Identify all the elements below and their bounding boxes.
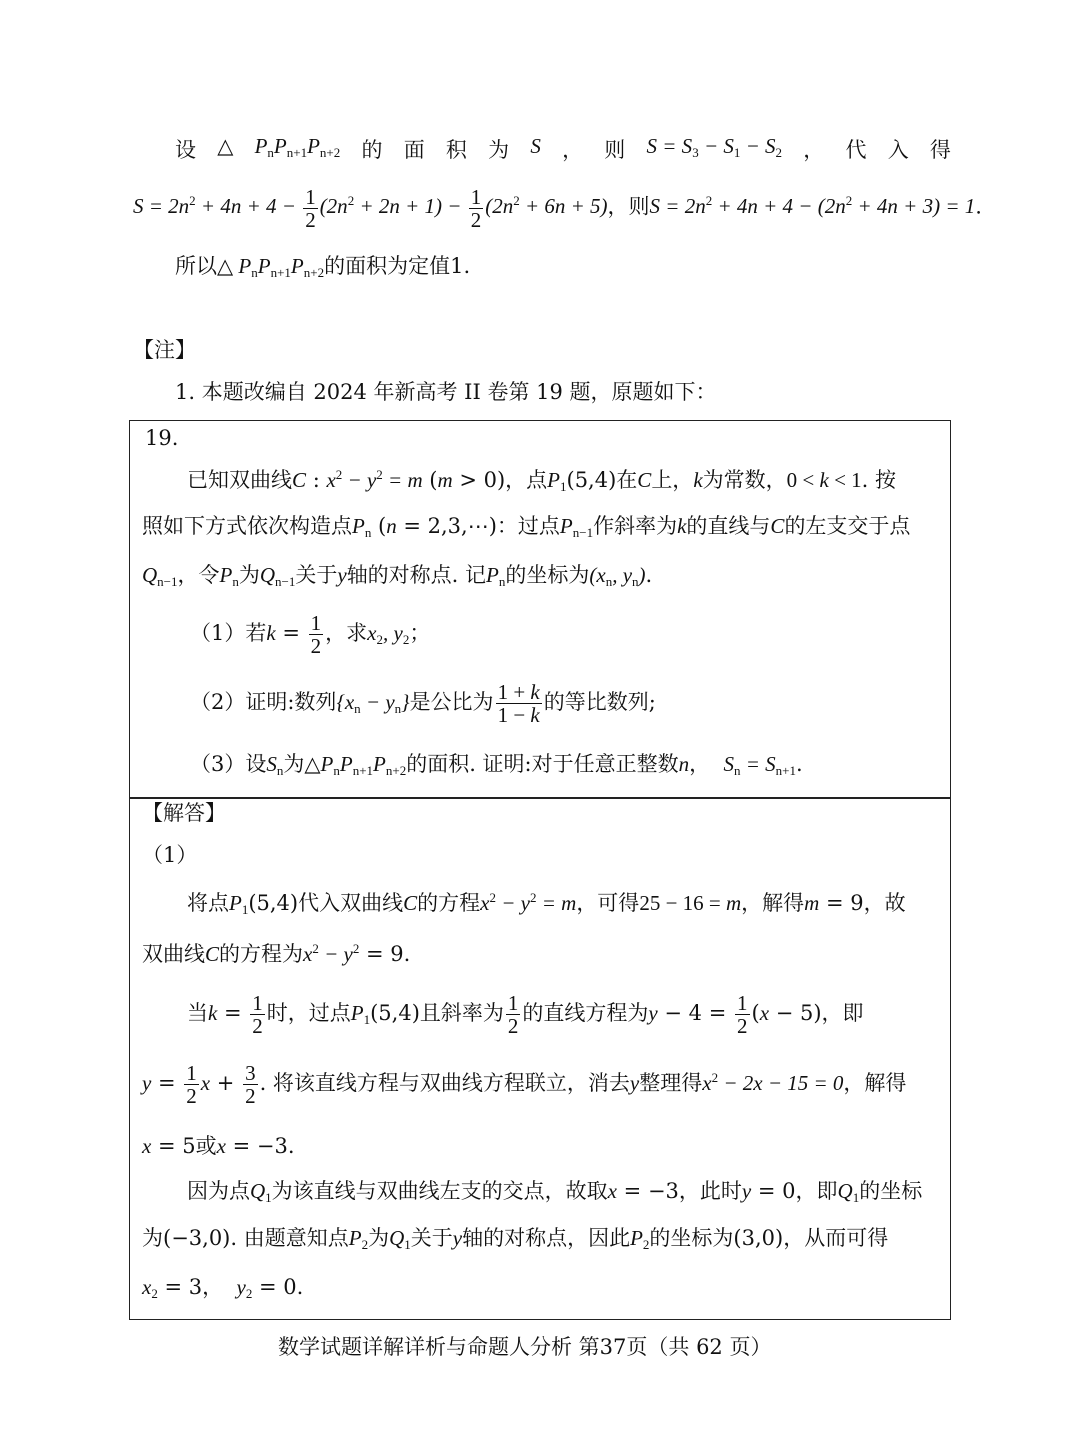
note-heading: 【注】 xyxy=(133,338,196,362)
triangle-vertices: $P_nP_{n+1}P_{n+2}$ xyxy=(254,134,341,160)
math: 25 − 16 = m xyxy=(639,891,742,915)
text: . 将该直线方程与双曲线方程联立，消去 xyxy=(259,1071,630,1096)
math: $Q_{n-1}$ xyxy=(142,563,178,589)
math: $P_nP_{n+1}P_{n+2}$ xyxy=(320,752,407,778)
area-expression: $S = 2n^2 + 4n + 4$ − $\frac{1}{2}$ $(2n^2 + 2n + 1)$ − $\frac{1}{2}$ $(2n^2 + 6n + 5)$ xyxy=(133,185,608,233)
fraction: $\frac{3}{2}$ xyxy=(245,1061,256,1109)
math: $P_1$ xyxy=(350,1001,371,1028)
text: 将点 xyxy=(187,891,229,915)
text: 为 xyxy=(142,1226,163,1250)
text: ，令 xyxy=(177,563,220,587)
text: 在 xyxy=(616,468,638,492)
text: 的方程 xyxy=(417,891,481,915)
math: y xyxy=(337,563,347,587)
text: 设 xyxy=(175,138,196,162)
math: $S_n$ xyxy=(266,752,284,778)
solution-line-4: y = $\frac{1}{2}$ x + $\frac{3}{2}$ . 将该直线方程与双曲线方程联立，消去y整理得$x^2 - 2x - 15 = 0$，解得 xyxy=(142,1061,907,1109)
text: 的方程为 xyxy=(219,942,304,966)
math: $x^2 - y^2 = m$ xyxy=(480,890,577,915)
math: n xyxy=(678,752,690,776)
top-line-2: $S = 2n^2 + 4n + 4$ − $\frac{1}{2}$ $(2n^2 + 2n + 1)$ − $\frac{1}{2}$ $(2n^2 + 6n + 5)$，则$S = 2n^2 + 4n + 4 - (2n^2 + 4n + 3) = 1$. xyxy=(133,185,982,233)
solution-line-6: 因为点$Q_1$为该直线与双曲线左支的交点，故取x = −3，此时y = 0，即$Q_1$的坐标 xyxy=(187,1179,923,1205)
math: $x^2 - y^2$ xyxy=(303,941,360,966)
fraction: $\frac{1 + k}{1 - k}$ xyxy=(497,680,540,728)
math: $x_2$ xyxy=(142,1275,158,1301)
text: 已知双曲线 xyxy=(187,468,292,492)
text: 的 xyxy=(361,138,383,162)
math: k xyxy=(693,468,703,492)
math: x xyxy=(142,1134,152,1158)
text: 因为点 xyxy=(187,1179,250,1203)
math: C xyxy=(292,468,307,492)
text: 且斜率为 xyxy=(419,1001,504,1026)
math: C xyxy=(637,468,652,492)
text: ，从而可得 xyxy=(783,1226,889,1250)
text: . 按 xyxy=(861,468,897,492)
text: ，此时 xyxy=(678,1179,742,1203)
fraction: $\frac{1}{2}$ xyxy=(252,991,263,1039)
text: 的坐标为 xyxy=(649,1226,734,1250)
math: y xyxy=(629,1071,640,1096)
text: 入 xyxy=(887,138,909,162)
solution-line-8: $x_2 = 3$， $y_2 = 0$. xyxy=(142,1275,304,1301)
text: 的左支交于点 xyxy=(784,514,911,538)
text: 轴的对称点，因此 xyxy=(462,1226,631,1250)
math: $P_n$ xyxy=(486,563,506,589)
math: y xyxy=(452,1226,463,1250)
text: 双曲线 xyxy=(142,942,205,966)
math: y xyxy=(142,1071,152,1096)
fraction: $\frac{1}{2}$ xyxy=(186,1061,197,1109)
text: 关于 xyxy=(410,1226,453,1250)
text: 得 xyxy=(929,138,951,162)
text: （3）设 xyxy=(190,752,267,776)
area-result: $S = 2n^2 + 4n + 4 - (2n^2 + 4n + 3) = 1$ xyxy=(649,193,976,219)
text: 为该直线与双曲线左支的交点，故取 xyxy=(271,1179,608,1203)
text: ，解得 xyxy=(843,1071,907,1096)
solution-line-3: 当k = $\frac{1}{2}$ 时，过点$P_1(5,4)$且斜率为 $\frac{1}{2}$ 的直线方程为y − 4 = $\frac{1}{2}$ (x − 5)，即 xyxy=(187,991,864,1039)
math: y xyxy=(741,1179,752,1203)
text: ， xyxy=(689,752,711,776)
text: ：过点 xyxy=(496,514,560,538)
math: ($x_n$, $y_n$) xyxy=(589,563,646,589)
fraction: $\frac{1}{2}$ xyxy=(737,991,748,1039)
text: 的直线方程为 xyxy=(522,1001,649,1026)
math: x xyxy=(216,1134,226,1158)
text: 是公比为 xyxy=(409,690,494,715)
math: $P_{n-1}$ xyxy=(559,514,594,540)
text: ，点 xyxy=(505,468,548,492)
text: . 由题意知点 xyxy=(230,1226,349,1250)
fraction: $\frac{1}{2}$ xyxy=(507,991,519,1039)
math: $\{x_n - y_n\}$ xyxy=(336,690,410,717)
problem-line-3: $Q_{n-1}$，令$P_n$为$Q_{n-1}$关于y轴的对称点. 记$P_n$的坐标为($x_n$, $y_n$). xyxy=(142,563,653,589)
page-footer: 数学试题详解详析与命题人分析 第37页（共 62 页） xyxy=(278,1335,772,1359)
math: y xyxy=(648,1001,658,1026)
text: ，求 xyxy=(325,621,368,646)
problem-line-2: 照如下方式依次构造点$P_n$ (n = 2,3,⋯)：过点$P_{n-1}$作斜率为k的直线与C的左支交于点 xyxy=(142,514,911,540)
text: 时，过点 xyxy=(266,1001,351,1026)
math: k xyxy=(266,621,276,646)
math: x xyxy=(607,1179,617,1203)
note-item-1: 1. 本题改编自 2024 年新高考 II 卷第 19 题，原题如下： xyxy=(175,380,717,404)
text: ，则 xyxy=(607,194,650,219)
text: 整理得 xyxy=(639,1071,703,1096)
solution-line-5: x = 5或x = −3. xyxy=(142,1134,295,1158)
solution-line-1: 将点$P_1(5,4)$代入双曲线C的方程$x^2 - y^2 = m$，可得25 − 16 = m，解得m = 9，故 xyxy=(187,890,906,917)
math: m xyxy=(804,891,820,915)
question-2 xyxy=(190,681,656,726)
text: 关于 xyxy=(295,563,338,587)
text: 为 xyxy=(238,563,260,587)
math: $Q_1$ xyxy=(250,1179,272,1205)
text: 为△ xyxy=(283,752,321,776)
math: n xyxy=(386,514,397,538)
text: 为 xyxy=(488,138,510,162)
text: ，故 xyxy=(863,891,906,915)
text: 积 xyxy=(445,138,467,162)
solution-line-2: 双曲线C的方程为$x^2 - y^2 = 9$. xyxy=(142,941,411,966)
triangle-vertices: $P_nP_{n+1}P_{n+2}$ xyxy=(233,254,325,280)
math: $x^2 - 2x - 15 = 0$ xyxy=(702,1070,844,1096)
math: $S_n = S_{n+1}$ xyxy=(723,752,797,778)
fraction: $\frac{1}{2}$ xyxy=(310,611,322,659)
math: $P_n$ xyxy=(219,563,239,589)
solution-part: （1） xyxy=(142,843,198,867)
math: $Q_1$ xyxy=(837,1179,860,1205)
math: $x_2$, $y_2$ xyxy=(367,621,410,648)
math: C xyxy=(770,514,785,538)
question-3: （3）设$S_n$为$\triangle P_nP_{n+1}P_{n+2}$的面积. 证明:对于任意正整数n， $S_n = S_{n+1}$. xyxy=(190,752,803,778)
text: 代 xyxy=(845,138,867,162)
text: ， xyxy=(562,138,584,162)
text: （1）若 xyxy=(190,621,267,646)
problem-line-1: 已知双曲线C : $x^2 - y^2 = m$ (m > 0)，点$P_1(5,4)$在C上，k为常数，0 < k < 1. 按 xyxy=(187,467,897,494)
math: C xyxy=(403,891,418,915)
math: x xyxy=(759,1001,770,1026)
math: k xyxy=(208,1001,218,1026)
text: 作斜率为 xyxy=(593,514,678,538)
text: 的坐标为 xyxy=(505,563,590,587)
math: C xyxy=(205,942,220,966)
text: ， xyxy=(803,138,825,162)
text: 代入双曲线 xyxy=(298,891,404,915)
text: ，解得 xyxy=(741,891,805,915)
text: 的等比数列; xyxy=(543,690,656,715)
text: 的面积为定值1. xyxy=(324,254,471,278)
math: $P_n$ xyxy=(352,514,372,540)
text: （2）证明:数列 xyxy=(190,690,337,715)
text: 为常数， xyxy=(702,468,787,492)
text: 则 xyxy=(604,138,626,162)
math: $P_1$ xyxy=(229,891,249,917)
math: m xyxy=(437,468,453,492)
math: k xyxy=(677,514,687,538)
math-S: S xyxy=(530,134,541,158)
text: 所以△ xyxy=(175,254,234,278)
top-line-3 xyxy=(175,256,470,279)
math: $Q_1$ xyxy=(389,1226,411,1252)
text: △ xyxy=(217,134,234,158)
text: ， xyxy=(202,1275,224,1299)
problem-number: 19. xyxy=(145,426,179,450)
text: 的坐标 xyxy=(859,1179,923,1203)
math: $P_1$ xyxy=(547,468,567,494)
solution-line-7: 为(−3,0). 由题意知点$P_2$为$Q_1$关于y轴的对称点，因此$P_2$的坐标为(3,0)，从而可得 xyxy=(142,1226,889,1252)
solution-heading: 【解答】 xyxy=(142,801,226,825)
text: 照如下方式依次构造点 xyxy=(142,514,352,538)
math: 0 < k < 1 xyxy=(786,468,862,492)
math: x xyxy=(200,1071,211,1096)
text: 上， xyxy=(651,468,694,492)
text: 轴的对称点. 记 xyxy=(346,563,487,587)
text: 当 xyxy=(187,1001,208,1026)
text: ，即 xyxy=(795,1179,838,1203)
text: 面 xyxy=(403,138,425,162)
math: $P_2$ xyxy=(348,1226,369,1252)
text: ，即 xyxy=(821,1001,864,1026)
text: 的直线与 xyxy=(686,514,771,538)
text: 为 xyxy=(368,1226,390,1250)
text: ，可得 xyxy=(576,891,640,915)
math: $x^2 - y^2 = m$ xyxy=(326,467,423,492)
question-1: （1）若k = $\frac{1}{2}$ ，求$x_2$, $y_2$； xyxy=(190,611,431,659)
math: $Q_{n-1}$ xyxy=(259,563,296,589)
text: 或 xyxy=(195,1134,217,1158)
text: 的面积. 证明:对于任意正整数 xyxy=(406,752,679,776)
math: $y_2$ xyxy=(236,1275,253,1301)
math: $P_2$ xyxy=(630,1226,650,1252)
top-line-1 xyxy=(175,134,951,164)
area-equation: $S = S_3 - S_1 - S_2$ xyxy=(646,134,783,160)
